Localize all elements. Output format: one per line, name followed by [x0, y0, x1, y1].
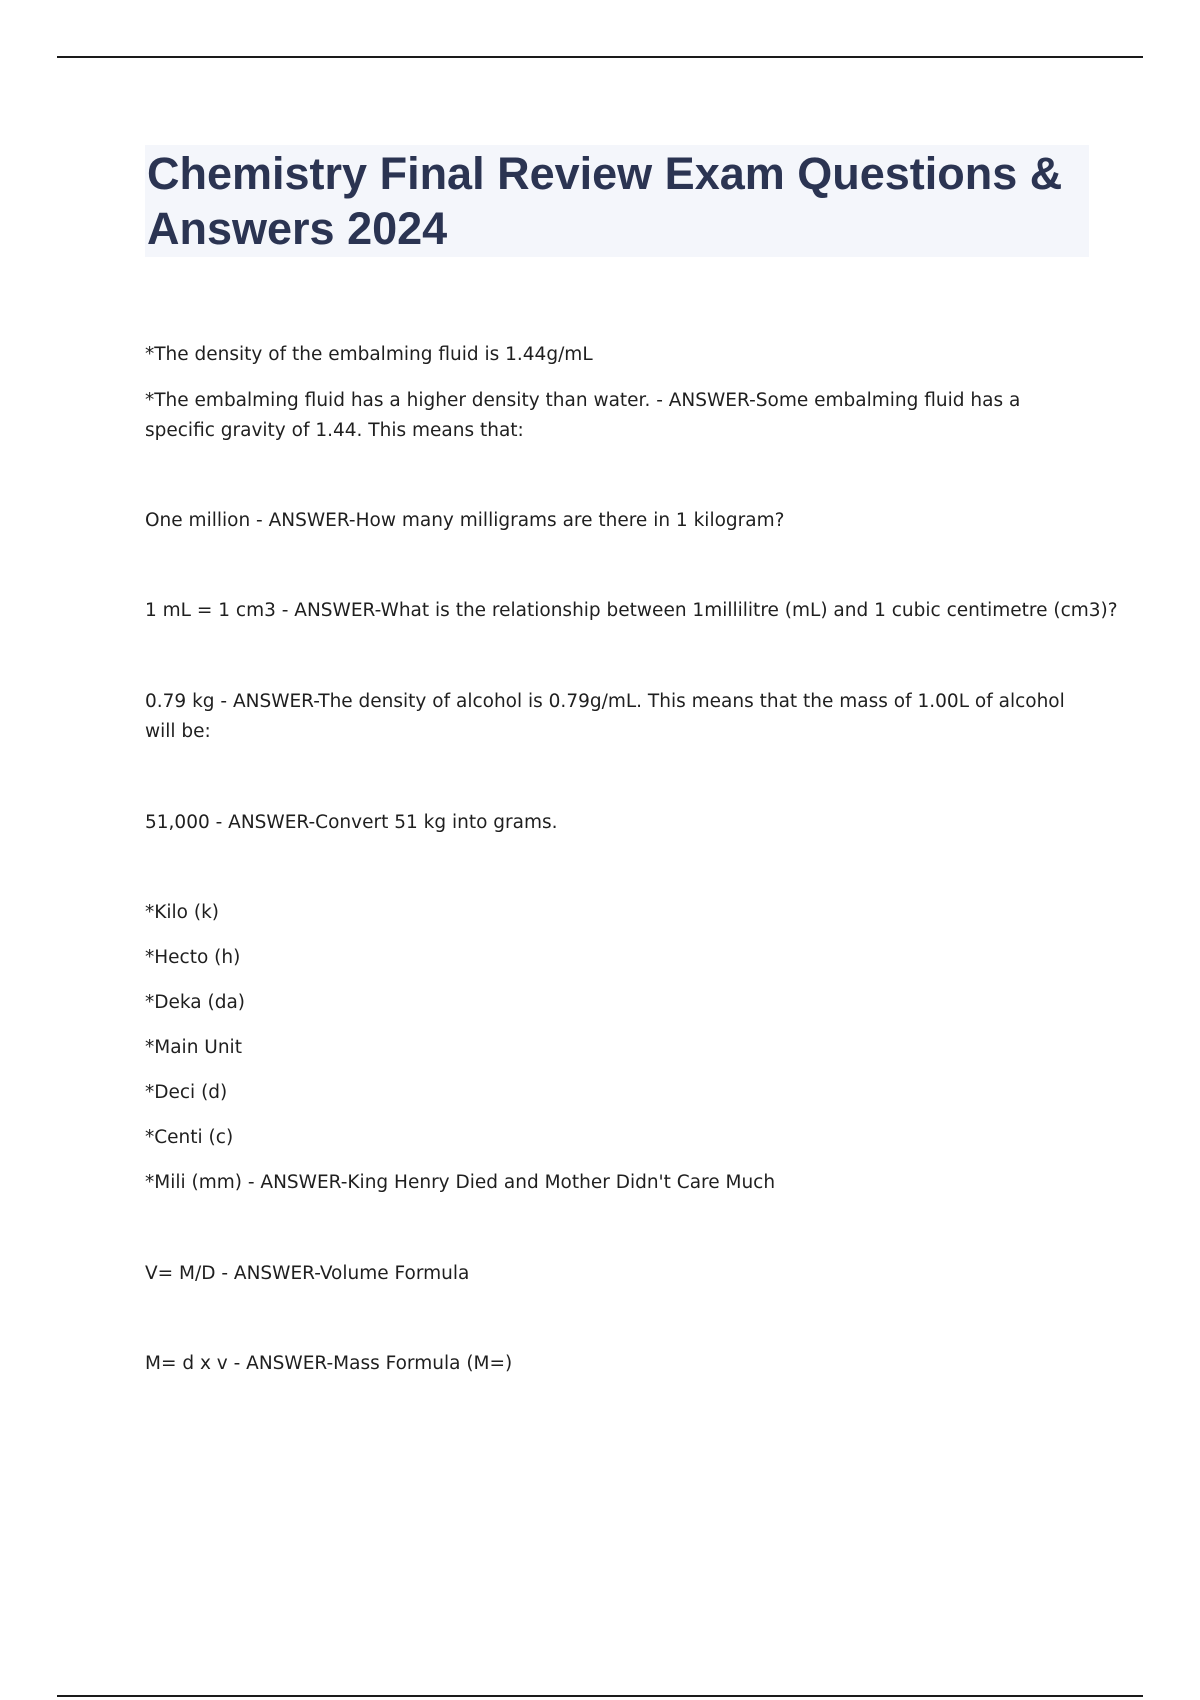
qa-text: *The embalming fluid has a higher density than water. - ANSWER-Some embalming fluid has a specific gravity of 1.44. This means that:: [145, 390, 1021, 441]
qa-text: 0.79 kg - ANSWER-The density of alcohol is 0.79g/mL. This means that the mass of 1.00L of alcohol will be:: [145, 691, 1065, 742]
qa-text: 1 mL = 1 cm3 - ANSWER-What is the relationship between 1millilitre (mL) and 1 cubic centimetre (cm3)?: [145, 600, 1118, 621]
qa-text: 51,000 - ANSWER-Convert 51 kg into grams.: [145, 812, 558, 833]
title-block: [145, 145, 1089, 257]
qa-item-prefixes: [145, 898, 1089, 1198]
prefix-line: *Deci (d): [145, 1082, 228, 1103]
qa-item-volume-formula: [145, 1259, 1089, 1289]
qa-text: *The density of the embalming fluid is 1.44g/mL: [145, 344, 593, 365]
prefix-line: *Hecto (h): [145, 947, 241, 968]
footer-rule: [57, 1695, 1143, 1697]
qa-item-milligrams: [145, 506, 1089, 536]
qa-text: V= M/D - ANSWER-Volume Formula: [145, 1263, 470, 1284]
qa-item-kg-grams: [145, 808, 1089, 838]
qa-item-alcohol-mass: [145, 687, 1089, 747]
qa-text: M= d x v - ANSWER-Mass Formula (M=): [145, 1353, 513, 1374]
qa-item-ml-cm3: [145, 596, 1118, 626]
prefix-line: *Kilo (k): [145, 902, 220, 923]
document-title: Chemistry Final Review Exam Questions & Answers 2024: [147, 148, 1063, 254]
qa-item-embalming: [145, 340, 1089, 446]
prefix-line: *Main Unit: [145, 1037, 242, 1058]
prefix-line: *Deka (da): [145, 992, 245, 1013]
prefix-line: *Centi (c): [145, 1127, 234, 1148]
qa-text: One million - ANSWER-How many milligrams are there in 1 kilogram?: [145, 510, 785, 531]
prefix-line: *Mili (mm) - ANSWER-King Henry Died and Mother Didn't Care Much: [145, 1172, 776, 1193]
header-rule: [57, 56, 1143, 58]
qa-item-mass-formula: [145, 1349, 1089, 1379]
